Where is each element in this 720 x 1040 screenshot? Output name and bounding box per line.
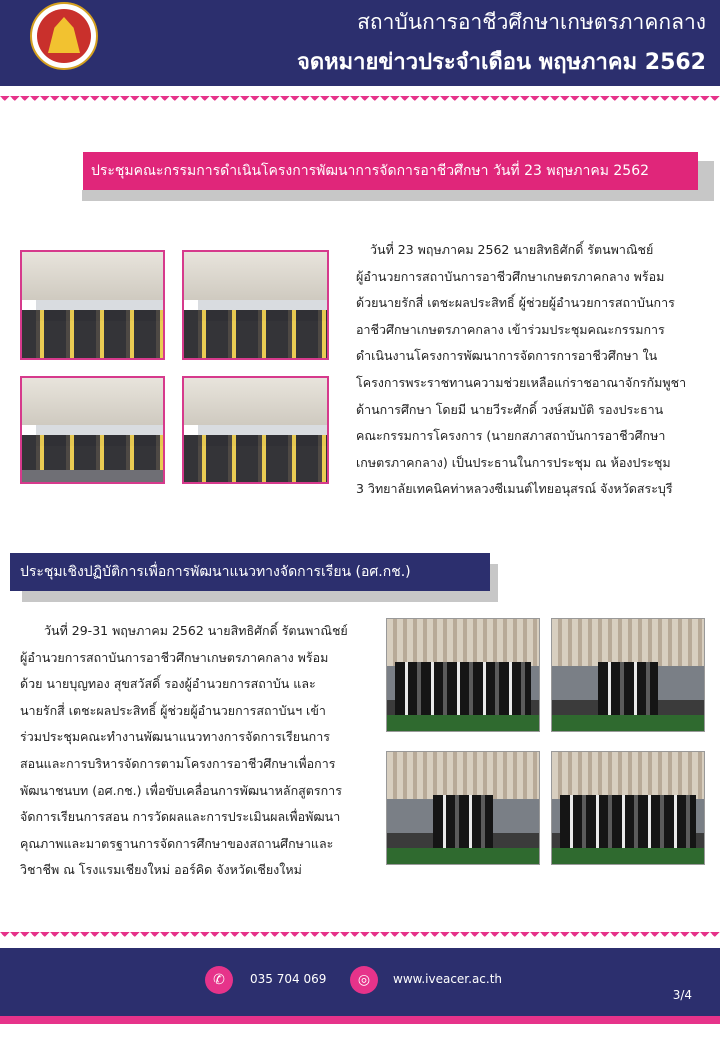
section1-line: คณะกรรมการโครงการ (นายกสภาสถาบันการอาชีวศึกษา	[356, 428, 666, 444]
footer-phone: 035 704 069	[250, 972, 327, 986]
section2-line: สอนและการบริหารจัดการตามโครงการอาชีวศึกษาเพื่อการ	[20, 755, 336, 771]
section2-line: วิชาชีพ ณ โรงแรมเชียงใหม่ ออร์คิด จังหวัดเชียงใหม่	[20, 862, 302, 878]
workshop-photo-3	[386, 751, 540, 865]
section2-body	[20, 618, 360, 884]
meeting-photo-4	[182, 376, 329, 484]
section1-line: ผู้อำนวยการสถาบันการอาชีวศึกษาเกษตรภาคกลาง พร้อม	[356, 268, 665, 284]
newsletter-title: จดหมายข่าวประจำเดือน พฤษภาคม 2562	[296, 50, 706, 75]
section1-body	[356, 237, 696, 503]
footer-pink-bar	[0, 1016, 720, 1024]
section1-line: ด้วยนายรักสี่ เตชะผลประสิทธิ์ ผู้ช่วยผู้อำนวยการสถาบันการ	[356, 295, 675, 311]
workshop-photo-4	[551, 751, 705, 865]
institute-logo	[30, 2, 98, 70]
section2-line: นายรักสี่ เตชะผลประสิทธิ์ ผู้ช่วยผู้อำนวยการสถาบันฯ เข้า	[20, 702, 326, 718]
page-number: 3/4	[672, 988, 692, 1002]
footer-website[interactable]: www.iveacer.ac.th	[393, 972, 503, 986]
section1-title: ประชุมคณะกรรมการดำเนินโครงการพัฒนาการจัดการอาชีวศึกษา วันที่ 23 พฤษภาคม 2562	[69, 152, 698, 190]
section1-line: ดำเนินงานโครงการพัฒนาการจัดการการอาชีวศึกษา ใน	[356, 348, 658, 364]
globe-icon: ◎	[350, 966, 378, 994]
section1-line: อาชีวศึกษาเกษตรภาคกลาง เข้าร่วมประชุมคณะกรรมการ	[356, 321, 665, 337]
header-banner	[0, 0, 720, 86]
section1-line: เกษตรภาคกลาง) เป็นประธานในการประชุม ณ ห้องประชุม	[356, 454, 671, 470]
section1-line: 3 วิทยาลัยเทคนิคท่าหลวงซีเมนต์ไทยอนุสรณ์ จังหวัดสระบุรี	[356, 481, 673, 497]
section1-line: โครงการพระราชทานความช่วยเหลือแก่ราชอาณาจักรกัมพูชา	[356, 374, 687, 390]
section2-line: ด้วย นายบุญทอง สุขสวัสดิ์ รองผู้อำนวยการสถาบัน และ	[20, 676, 316, 692]
section2-title: ประชุมเชิงปฏิบัติการเพื่อการพัฒนาแนวทางจัดการเรียน (อศ.กช.)	[10, 553, 490, 591]
section2-line: ร่วมประชุมคณะทำงานพัฒนาแนวทางการจัดการเรียนการ	[20, 729, 330, 745]
section2-line: พัฒนาชนบท (อศ.กช.) เพื่อขับเคลื่อนการพัฒนาหลักสูตรการ	[20, 782, 342, 798]
meeting-photo-3	[20, 376, 165, 484]
meeting-photo-2	[182, 250, 329, 360]
meeting-photo-1	[20, 250, 165, 360]
header-zigzag-divider	[0, 96, 720, 106]
section1-line: วันที่ 23 พฤษภาคม 2562 นายสิทธิศักดิ์ รัตนพาณิชย์	[370, 242, 654, 257]
workshop-photo-2	[551, 618, 705, 732]
section2-line: จัดการเรียนการสอน การวัดผลและการประเมินผลเพื่อพัฒนา	[20, 809, 341, 825]
section1-line: ด้านการศึกษา โดยมี นายวีระศักดิ์ วงษ์สมบัติ รองประธาน	[356, 401, 664, 417]
section2-line: วันที่ 29-31 พฤษภาคม 2562 นายสิทธิศักดิ์ รัตนพาณิชย์	[44, 623, 348, 638]
footer-zigzag-divider	[0, 932, 720, 942]
section2-line: ผู้อำนวยการสถาบันการอาชีวศึกษาเกษตรภาคกลาง พร้อม	[20, 649, 329, 665]
phone-icon: ✆	[205, 966, 233, 994]
section2-line: คุณภาพและมาตรฐานการจัดการศึกษาของสถานศึกษาและ	[20, 835, 334, 851]
workshop-photo-1	[386, 618, 540, 732]
institute-name: สถาบันการอาชีวศึกษาเกษตรภาคกลาง	[357, 10, 706, 34]
